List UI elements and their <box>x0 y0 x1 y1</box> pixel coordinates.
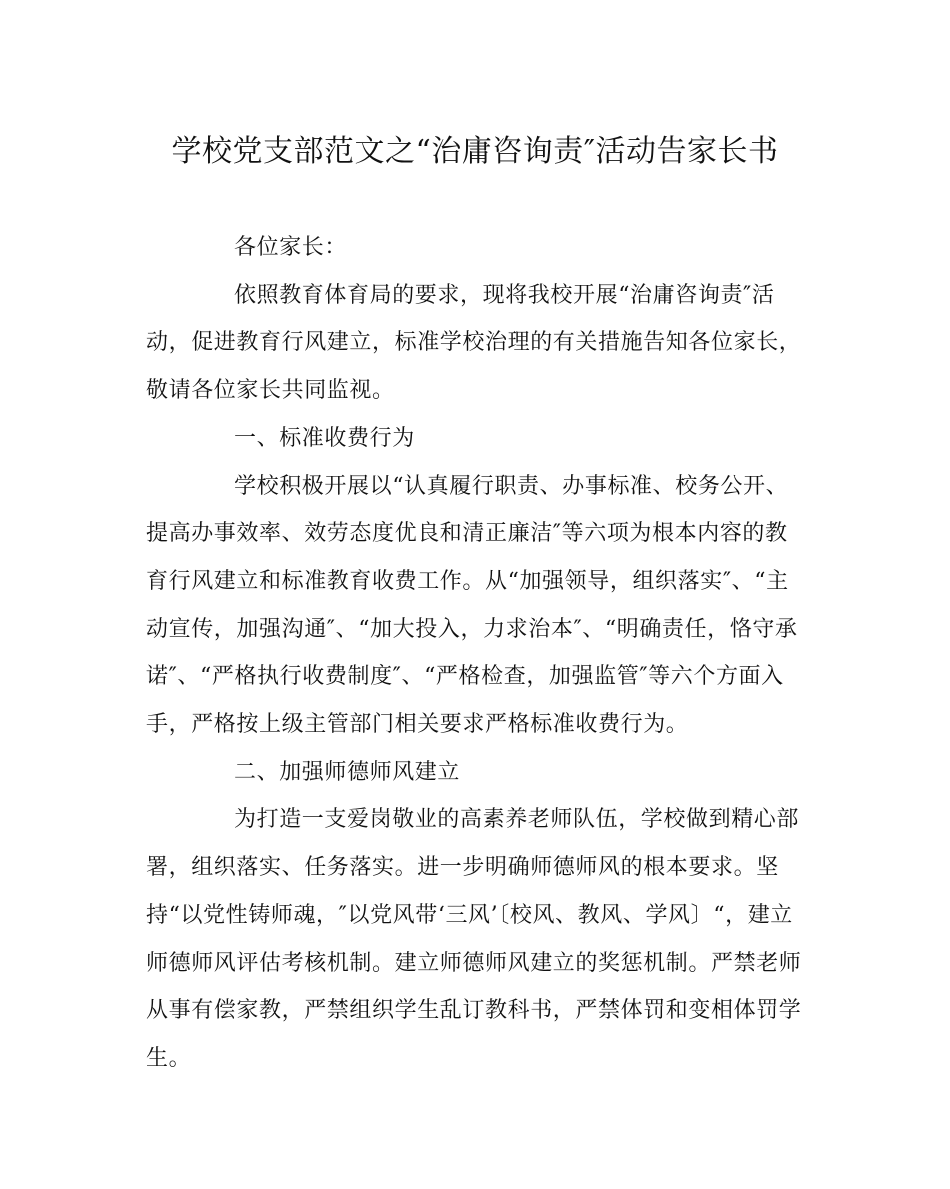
intro-paragraph: 依照教育体育局的要求，现将我校开展“治庸咨询责″活动，促进教育行风建立，标准学校治理的有关措施告知各位家长，敬请各位家长共同监视。 <box>146 282 802 404</box>
document-title: 学校党支部范文之“治庸咨询责″活动告家长书 <box>171 134 779 169</box>
salutation: 各位家长： <box>234 235 348 260</box>
document-body <box>146 224 810 1083</box>
ethics-paragraph: 为打造一支爱岗敬业的高素养老师队伍，学校做到精心部署，组织落实、任务落实。进一步明确师德师风的根本要求。坚持“以党性铸师魂，″以党风带‘三风’〔校风、教风、学风〕“，建立师德师风评估考核机制。建立师德师风建立的奖惩机制。严禁老师从事有偿家教，严禁组织学生乱订教科书，严禁体罚和变相体罚学生。 <box>146 807 802 1071</box>
section-heading-ethics: 二、加强师德师风建立 <box>234 759 461 785</box>
fees-paragraph: 学校积极开展以“认真履行职责、办事标准、校务公开、提高办事效率、效劳态度优良和清正廉洁″等六项为根本内容的教育行风建立和标准教育收费工作。从“加强领导，组织落实″、“主动宣传，加强沟通″、“加大投入，力求治本″、“明确责任，恪守承诺″、“严格执行收费制度″、“严格检查，加强监管″等六个方面入手，严格按上级主管部门相关要求严格标准收费行为。 <box>146 473 798 738</box>
section-heading-fees: 一、标准收费行为 <box>234 425 415 451</box>
